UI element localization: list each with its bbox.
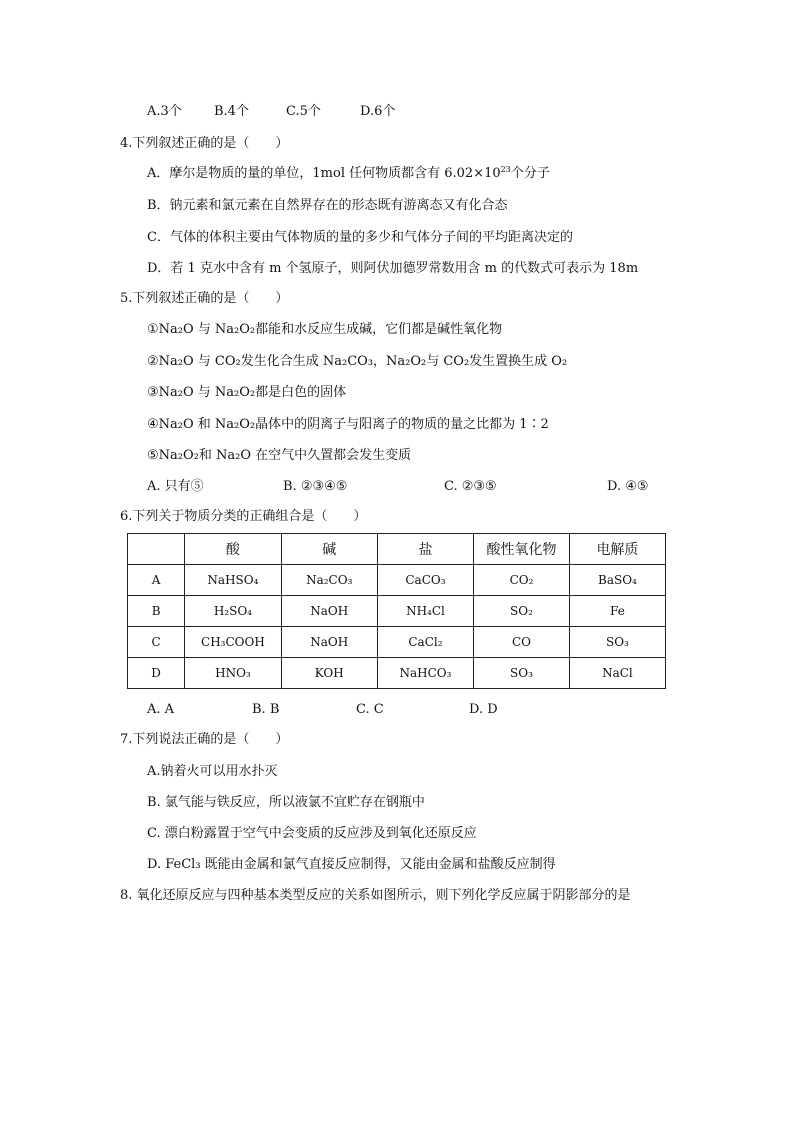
q3-option-d: D.6个: [360, 104, 396, 119]
q5-option-b: B. ②③④⑤: [283, 479, 348, 494]
q3-option-a: A.3个: [147, 104, 182, 119]
table-header-acidic-oxide: 酸性氧化物: [474, 534, 570, 565]
q5-option-a: A. 只有⑤: [147, 479, 204, 494]
q4-stem: 4.下列叙述正确的是（ ）: [120, 136, 289, 151]
table-header-corner: [128, 534, 185, 565]
table-row: [128, 627, 666, 658]
q5-option-c: C. ②③⑤: [444, 479, 497, 494]
row-label: C: [128, 627, 185, 658]
table-header-row: [128, 534, 666, 565]
table-cell: SO₂: [474, 596, 570, 627]
table-header-base: 碱: [281, 534, 377, 565]
table-cell: SO₃: [474, 658, 570, 689]
q5-statement-1: ①Na₂O 与 Na₂O₂都能和水反应生成碱，它们都是碱性氧化物: [147, 322, 503, 337]
q3-option-c: C.5个: [286, 104, 321, 119]
q5-statement-3: ③Na₂O 与 Na₂O₂都是白色的固体: [147, 385, 347, 400]
q5-statement-2: ②Na₂O 与 CO₂发生化合生成 Na₂CO₃，Na₂O₂与 CO₂发生置换生成 O₂: [147, 354, 568, 369]
q7-option-a: A.钠着火可以用水扑灭: [147, 764, 278, 779]
table-cell: CaCl₂: [377, 627, 473, 658]
q5-option-d: D. ④⑤: [607, 479, 649, 494]
q6-option-d: D. D: [469, 702, 498, 717]
table-row: [128, 658, 666, 689]
q6-option-b: B. B: [252, 702, 280, 717]
table-cell: Fe: [569, 596, 665, 627]
table-cell: H₂SO₄: [185, 596, 281, 627]
q6-option-c: C. C: [356, 702, 384, 717]
table-cell: NaOH: [281, 596, 377, 627]
row-label: A: [128, 565, 185, 596]
q4-option-d: D．若 1 克水中含有 m 个氢原子，则阿伏加德罗常数用含 m 的代数式可表示为 18m: [147, 261, 639, 276]
q7-option-b: B. 氯气能与铁反应，所以液氯不宜贮存在钢瓶中: [147, 795, 425, 810]
table-header-electrolyte: 电解质: [569, 534, 665, 565]
table-header-acid: 酸: [185, 534, 281, 565]
q6-option-a: A. A: [147, 702, 175, 717]
table-cell: BaSO₄: [569, 565, 665, 596]
q7-stem: 7.下列说法正确的是（ ）: [120, 732, 289, 747]
table-row: [128, 596, 666, 627]
row-label: B: [128, 596, 185, 627]
table-cell: KOH: [281, 658, 377, 689]
q5-stem: 5.下列叙述正确的是（ ）: [120, 291, 289, 306]
q4-option-a-tail: 个分子: [510, 166, 550, 181]
q3-options: [147, 104, 547, 120]
table-cell: NaHSO₄: [185, 565, 281, 596]
table-cell: SO₃: [569, 627, 665, 658]
table-header-salt: 盐: [377, 534, 473, 565]
table-cell: CO: [474, 627, 570, 658]
q4-option-a: [147, 166, 550, 182]
q7-option-d: D. FeCl₃ 既能由金属和氯气直接反应制得，又能由金属和盐酸反应制得: [147, 857, 556, 872]
table-cell: CO₂: [474, 565, 570, 596]
table-cell: CaCO₃: [377, 565, 473, 596]
q8-stem: 8. 氧化还原反应与四种基本类型反应的关系如图所示，则下列化学反应属于阴影部分的是: [120, 888, 631, 903]
q7-option-c: C. 漂白粉露置于空气中会变质的反应涉及到氧化还原反应: [147, 826, 477, 841]
table-cell: NaOH: [281, 627, 377, 658]
q5-statement-5: ⑤Na₂O₂和 Na₂O 在空气中久置都会发生变质: [147, 448, 412, 463]
q5-statement-4: ④Na₂O 和 Na₂O₂晶体中的阴离子与阳离子的物质的量之比都为 1∶2: [147, 417, 549, 432]
q4-option-a-text: A．摩尔是物质的量的单位，1mol 任何物质都含有 6.02×10: [147, 166, 501, 181]
table-cell: NH₄Cl: [377, 596, 473, 627]
q4-option-a-exponent: 23: [500, 165, 511, 174]
classification-table: [127, 533, 666, 689]
table-cell: NaHCO₃: [377, 658, 473, 689]
table-cell: CH₃COOH: [185, 627, 281, 658]
q3-option-b: B.4个: [214, 104, 249, 119]
row-label: D: [128, 658, 185, 689]
table-row: [128, 565, 666, 596]
q6-options: [147, 702, 547, 718]
q6-stem: 6.下列关于物质分类的正确组合是（ ）: [120, 509, 367, 524]
table-cell: HNO₃: [185, 658, 281, 689]
q4-option-c: C．气体的体积主要由气体物质的量的多少和气体分子间的平均距离决定的: [147, 230, 573, 245]
q5-options: [147, 479, 667, 495]
table-cell: Na₂CO₃: [281, 565, 377, 596]
q4-option-b: B．钠元素和氯元素在自然界存在的形态既有游离态又有化合态: [147, 198, 508, 213]
table-cell: NaCl: [569, 658, 665, 689]
